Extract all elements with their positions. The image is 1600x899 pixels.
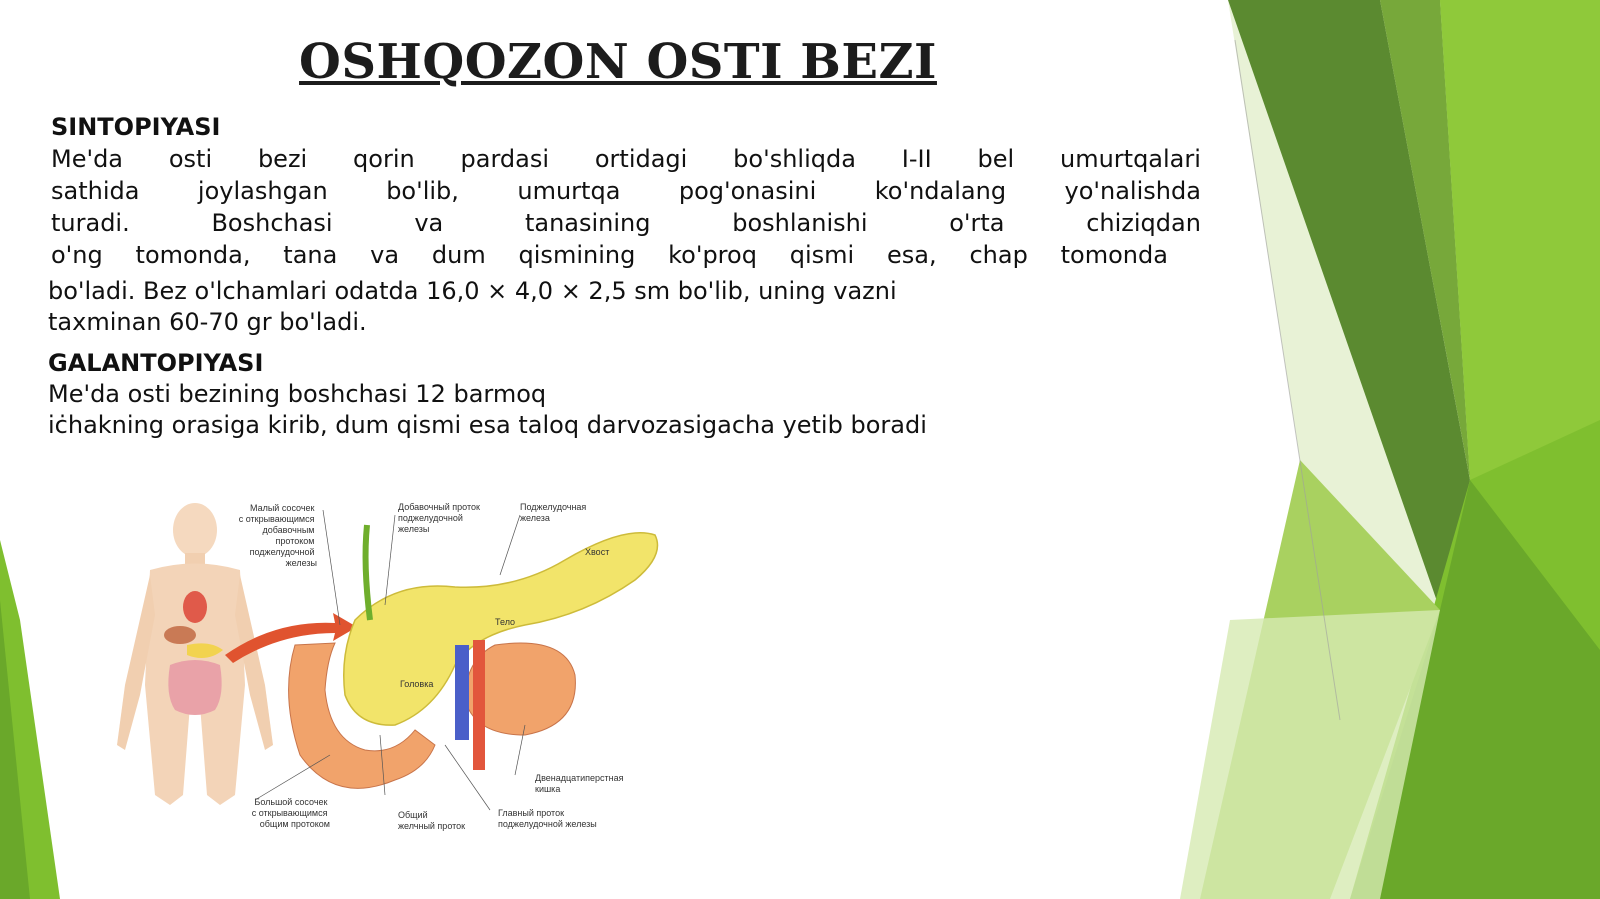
word: o'rta: [949, 209, 1005, 237]
sintopiya-heading: SINTOPIYASI: [51, 113, 221, 141]
label-main-duct: Главный проток поджелудочной железы: [498, 808, 597, 829]
word: sathida: [51, 177, 140, 205]
word: va: [414, 209, 444, 237]
word: bezi: [257, 145, 308, 173]
label-tail: Хвост: [585, 547, 610, 557]
sintopiya-line-4: [51, 241, 1168, 269]
word: yo'nalishda: [1064, 177, 1201, 205]
word: Boshchasi: [211, 209, 333, 237]
word: bo'lib,: [386, 177, 459, 205]
word: osti: [168, 145, 213, 173]
sintopiya-line-2: [51, 177, 1201, 205]
word: tomonda: [1060, 241, 1168, 269]
word: qismi: [789, 241, 855, 269]
word: ko'proq: [668, 241, 757, 269]
word: pardasi: [460, 145, 550, 173]
word: tana: [283, 241, 338, 269]
word: o'ng: [51, 241, 103, 269]
word: tomonda,: [135, 241, 251, 269]
word: turadi.: [51, 209, 130, 237]
portal-vein: [455, 645, 469, 740]
galantopiya-heading: GALANTOPIYASI: [48, 349, 264, 377]
word: qismining: [518, 241, 636, 269]
word: umurtqalari: [1059, 145, 1201, 173]
sintopiya-line-5: bo'ladi. Bez o'lchamlari odatda 16,0 × 4,0 × 2,5 sm bo'lib, uning vazni: [48, 277, 897, 305]
word: umurtqa: [517, 177, 621, 205]
word: bo'shliqda: [733, 145, 856, 173]
word: esa,: [887, 241, 937, 269]
label-common-bile-duct: Общий желчный проток: [398, 810, 466, 831]
label-small-papilla: Малый сосочек с открывающимся добавочным протоком поджелудочной железы: [238, 503, 317, 568]
word: qorin: [353, 145, 415, 173]
word: joylashgan: [197, 177, 328, 205]
label-body: Тело: [495, 617, 516, 627]
word: chiziqdan: [1086, 209, 1201, 237]
word: ko'ndalang: [874, 177, 1007, 205]
word: ortidagi: [594, 145, 688, 173]
word: va: [370, 241, 400, 269]
sintopiya-line-1: [51, 145, 1201, 173]
galantopiya-line-2: iċhakning orasiga kirib, dum qismi esa taloq darvozasigacha yetib boradi: [48, 411, 927, 439]
label-accessory-duct: Добавочный проток поджелудочной железы: [398, 502, 480, 534]
word: pog'onasini: [678, 177, 817, 205]
pancreas-anatomy-illustration: [95, 495, 675, 875]
word: dum: [431, 241, 486, 269]
mesenteric-artery: [473, 640, 485, 770]
label-major-papilla: Большой сосочек с открывающимся общим протоком: [251, 797, 330, 829]
label-head: Головка: [400, 679, 434, 689]
galantopiya-line-1: Me'da osti bezining boshchasi 12 barmoq: [48, 380, 547, 408]
word: bel: [977, 145, 1015, 173]
word: I-II: [901, 145, 932, 173]
sintopiya-line-3: [51, 209, 1201, 237]
sintopiya-line-6: taxminan 60-70 gr bo'ladi.: [48, 308, 367, 336]
accessory-duct-green: [366, 525, 370, 620]
word: tanasining: [524, 209, 651, 237]
label-pancreas: Поджелудочная железа: [520, 502, 587, 523]
word: chap: [969, 241, 1028, 269]
slide-title: OSHQOZON OSTI BEZI: [299, 34, 937, 90]
word: boshlanishi: [732, 209, 868, 237]
label-duodenum: Двенадцатиперстная кишка: [535, 773, 624, 794]
word: Me'da: [51, 145, 124, 173]
